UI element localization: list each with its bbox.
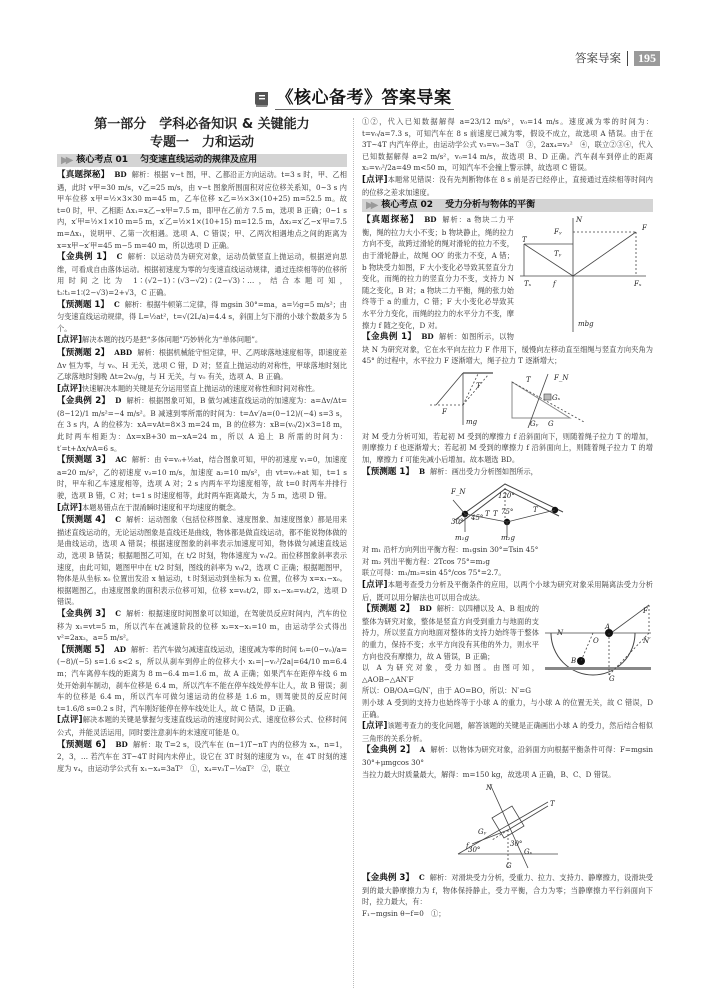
answer-choice: A — [419, 745, 426, 755]
figure-pair-example1 — [362, 370, 653, 428]
figure-label: 45° — [470, 514, 483, 523]
figure-label: F_N — [553, 373, 568, 382]
block-tag: 【真题探秘】 — [57, 170, 110, 180]
answer-choice: BD — [419, 604, 432, 614]
explanation-text: 对 M 受力分析可知，若起初 M 受到的摩擦力 f 沿斜面向下，则随着绳子拉力 T 的增加，则摩擦力 f 也逐渐增大；若起初 M 受到的摩擦力 f 沿斜面向上，则随着绳子拉力 T 的增加，摩擦力 f 可能先减小后增加。故本题选 BD。 — [362, 431, 653, 465]
explanation-text: 解析：根据 v−t 图，甲、乙都沿正方向运动。t=3 s 时，甲、乙相遇，此时 v甲=30 m/s，v乙=25 m/s，由 v−t 图象所围面积对应位移关系知，0~3 s 内甲车位移 x甲=½×3×30 m=45 m，乙车位移 x乙=½×3×(10+25) m=52.5 m。故 t=0 时，甲、乙相距 Δx₁=x乙−x甲=7.5 m，即甲在乙前方 7.5 m，选项 B 正确；0~1 s 内，x′甲=½×1×10 m=5 m，x′乙=½×1×(10+15) m=12.5 m，Δx₂=x′乙−x′甲=7.5 m=Δx₁，说明甲、乙第一次相遇。选项 A、C 错误；甲、乙两次相遇地点之间的距离为 x=x甲−x′甲=45 m−5 m=40 m，所以选项 D 正确。 — [57, 170, 347, 250]
block-tag: [点评] — [362, 580, 388, 591]
part-title: 第一部分 学科必备知识 & 关键能力 — [94, 117, 310, 132]
explanation-text: 解析：根据图象可知，B 做匀减速直线运动的加速度为：a=Δv/Δt=(8−12)/1 m/s²=−4 m/s²。B 减速到零所需的时间为：t=Δv′/a=(0−12)/(−4) s=3 s，在 3 s 内，A 的位移为：xA=vAt=8×3 m=24 m，B 的位移为：xB=(v₀/2)×3=18 m，此时两车相距为：Δx=xB+30 m−xA=24 m，所以 A 追上 B 所需的时间为：t′=t+Δx/vA=6 s。 — [57, 396, 347, 453]
figure-label: m₂g — [500, 534, 515, 543]
left-answer-blocks — [57, 169, 347, 774]
figure-label: N′ — [643, 637, 651, 646]
page-number: 195 — [634, 51, 660, 66]
block-tag: 【金典例 2】 — [57, 396, 111, 407]
answer-block — [57, 454, 347, 501]
answer-block — [57, 739, 347, 775]
figure-label: mg — [465, 417, 477, 426]
running-head — [575, 50, 660, 66]
block-tag: 【金典例 3】 — [362, 873, 415, 884]
figure-label: Gₓ — [523, 848, 532, 857]
block-tag: 【预测题 1】 — [57, 299, 110, 310]
figure-label: 30° — [467, 846, 480, 855]
right-answer-blocks — [362, 214, 653, 919]
answer-choice: D — [115, 396, 122, 406]
figure-label: G — [505, 862, 512, 871]
answer-block — [57, 644, 347, 715]
figure-label: 120° — [497, 492, 515, 501]
figure-label: B — [571, 657, 577, 666]
explanation-text: 解析：根据速度时间图象可以知道，在驾驶员反应时间内，汽车的位移为 x₁=vt=5 m，所以汽车在减速阶段的位移 x₂=x−x₁=10 m，由运动学公式得出 v²=2ax₂，a=5 m/s²。 — [57, 608, 347, 643]
explanation-text: 解析：如图所示，以物块 N 为研究对象，它在水平向左拉力 F 作用下，缓慢向左移动直至细绳与竖直方向夹角为 45° 的过程中，水平拉力 F 逐渐增大，绳子拉力 T 逐渐增大； — [362, 332, 653, 366]
book-title — [0, 83, 707, 113]
answer-choice: BD — [421, 332, 434, 342]
force-diagram-b-block — [518, 214, 653, 334]
left-column — [57, 116, 347, 774]
answer-block — [362, 579, 653, 603]
figure-label: T — [484, 510, 490, 519]
figure-label: Fᵧ — [554, 228, 562, 237]
explanation-text: 本题常见错误：没有先判断物体在 8 s 前是否已经停止，直接通过连续相等时间内的位移之差求加速度。 — [362, 174, 653, 197]
force-diagram-bowl-balls — [543, 603, 653, 683]
block-tag: 【预测题 5】 — [57, 644, 110, 655]
answer-choice: ABD — [114, 347, 133, 357]
explanation-text: 解析：若汽车做匀减速直线运动，速度减为零的时间 t₀=(0−v₀)/a=(−8)/(−5) s=1.6 s<2 s，所以从刹车到停止的位移大小 x₁=|−v₀²/2a|=64/10 m=6.4 m；汽车离停车线的距离为 8 m−6.4 m=1.6 m，故 A 正确；如果汽车在距停车线 6 m 处开始刹车制动，刹车位移是 6.4 m，所以汽车不能在停车线处停车让人，故 B 错误；刹车的位移是 6.4 m，所以汽车可做匀速运动的位移是 1.6 m，则驾驶员的反应时间 t=1.6/8 s=0.2 s 时，汽车刚好能停在停车线处让人，故 C 错误，D 正确。 — [57, 644, 347, 713]
block-tag: [点评] — [362, 174, 388, 185]
section-header-02 — [362, 199, 653, 212]
figure-label: 75° — [500, 508, 513, 517]
explanation-text: 解析：运动图象（包括位移图象、速度图象、加速度图象）都是用来描述直线运动的，无论运动图象是直线还是曲线，物体都是做直线运动，都不能说物体做的是曲线运动，选项 A 错误；根据速度图象的斜率表示加速度可知，物体做匀减速直线运动，选项 B 错误；根据题图乙可知，在 t/2 时刻，物体速度为 v₀/2。而位移图象斜率表示速度，由此可知，题图甲中在 t/2 时刻，图线的斜率为 v₀/2，选项 C 正确；根据题图甲，物体是从坐标 x₀ 位置出发沿 x 轴运动，t 时刻运动到坐标为 x₁ 位置，位移为 x=x₁−x₀。根据题图乙，由速度图象的面积表示位移可知，位移 x=v₀t/2，即 x₁−x₀=v₀t/2，选项 D 错误。 — [57, 515, 347, 607]
figure-label: N — [557, 629, 564, 638]
explanation-text: 联立可得：m₁/m₂=sin 45°/cos 75°=2.7。 — [362, 568, 506, 578]
block-tag: 【金典例 2】 — [362, 745, 415, 756]
section-header-01 — [57, 154, 347, 167]
explanation-text: 解决本题的关键是掌握匀变速直线运动的速度时间公式、速度位移公式、位移时间公式，并能灵活运用，同时要注意刹车的末速度可能是 0。 — [57, 715, 347, 737]
book-icon — [254, 91, 269, 108]
answer-choice: B — [418, 466, 426, 476]
explanation-text: 以 A 为研究对象，受力如图。由图可知，△AOB∽△AN′F — [362, 663, 539, 684]
answer-block — [362, 567, 653, 579]
right-column — [362, 116, 653, 920]
explanation-text: 解析：根据牛顿第二定律，得 mgsin 30°=ma，a=½g=5 m/s²；由匀变速直线运动规律，得 L=½at²，t=√(2L/a)=4.4 s，斜面上匀下滑的小球个数最多为 5 个。 — [57, 299, 347, 333]
block-tag: 【预测题 3】 — [57, 455, 111, 466]
section-title: 受力分析与物体的平衡 — [445, 199, 536, 210]
explanation-text: 当拉力最大时质量最大，解得：m=150 kg，故选项 A 正确，B、C、D 错误。 — [362, 769, 616, 779]
explanation-text: 解析：对滑块受力分析，受重力、拉力、支持力、静摩擦力，设滑块受到的最大静摩擦力为 f，物体保持静止，受力平衡，合力为零；当静摩擦力平行斜面向下时，拉力最大，有： — [362, 873, 653, 907]
block-tag: 【真题探秘】 — [362, 215, 420, 226]
block-tag: 【预测题 2】 — [362, 604, 415, 615]
block-tag: 【金典例 1】 — [57, 252, 112, 263]
answer-block — [57, 251, 347, 298]
section-number: 核心考点 02 — [381, 199, 434, 210]
explanation-text: F₁−mgsin θ−f=0 ①； — [362, 908, 446, 918]
answer-block — [57, 347, 347, 383]
answer-block — [57, 334, 347, 347]
answer-block — [57, 383, 347, 396]
figure-label: T — [525, 375, 531, 384]
answer-block — [57, 514, 347, 608]
explanation-text: 对 m₁ 沿杆方向列出平衡方程：m₁gsin 30°=Tsin 45° — [362, 545, 539, 555]
block-tag: [点评] — [57, 383, 83, 394]
answer-block — [57, 169, 347, 251]
answer-block — [362, 556, 653, 568]
answer-choice: C — [419, 873, 425, 883]
running-head-separator — [627, 51, 628, 66]
answer-choice: C — [115, 515, 121, 525]
force-diagram-block-incline-30 — [448, 782, 568, 870]
figure-label: T — [475, 381, 481, 390]
figure-label: F — [642, 224, 647, 233]
explanation-text: 解析：a 物块二力平衡，绳的拉力大小不变；b 物块静止，绳的拉力方向不变，故跨过滑轮的绳对滑轮的拉力不变，由于滑轮静止，故绳 OO′ 的张力不变，A 错；b 物块受力如图，F 大小变化必导致其竖直分力变化，而绳的拉力的竖直分力不变，支持力 N 随之变化，B 对；a 物块二力平衡，绳的张力始终等于 a 的重力，C 错；F 大小变化必导致其水平分力变化，而绳的拉力的水平分力不变，摩擦力 f 随之变化，D 对。 — [362, 215, 514, 330]
answer-choice: BD — [114, 170, 127, 179]
explanation-text: 解决本题的技巧是把“多体问题”巧妙转化为“单体问题”。 — [82, 335, 263, 345]
force-diagram-m-incline — [508, 370, 588, 428]
block-tag: 【预测题 1】 — [362, 466, 414, 477]
block-tag: 【预测题 4】 — [57, 515, 111, 526]
figure-label: T — [522, 236, 527, 245]
figure-label: F_N — [450, 488, 465, 497]
answer-block — [362, 174, 653, 198]
answer-block — [57, 714, 347, 738]
answer-choice: C — [114, 299, 120, 309]
answer-choice: C — [115, 608, 121, 618]
explanation-text: 本题易错点在于混淆瞬时速度和平均速度的概念。 — [82, 502, 241, 512]
figure-label: N — [485, 784, 492, 793]
answer-choice: AC — [115, 455, 127, 465]
section-title: 匀变速直线运动的规律及应用 — [140, 154, 258, 165]
answer-block — [57, 299, 347, 335]
explanation-text: 所以：OB/OA=G/N′，由于 AO=BO，所以：N′=G — [362, 686, 532, 696]
answer-block — [362, 908, 653, 920]
explanation-text: 解析：画出受力分析图如图所示， — [430, 466, 538, 476]
explanation-text: 快速解决本题的关键是充分运用竖直上抛运动的速度对称性和时间对称性。 — [82, 383, 320, 393]
answer-choice: C — [116, 252, 123, 262]
answer-block — [57, 608, 347, 644]
answer-choice: AD — [114, 644, 126, 654]
explanation-text: 解析：取 T=2 s，设汽车在 (n−1)T~nT 内的位移为 xₙ，n=1，2，3，… 若汽车在 3T~4T 时间内未停止，设它在 3T 时刻的速度为 v₃，在 4T 时刻的速度为 v₄，由运动学公式有 x₁−x₄=3aT² ①，x₄=v₃T−½aT² ②，联立 — [57, 739, 347, 773]
block-tag: 【金典例 3】 — [57, 608, 111, 619]
explanation-text: 则小球 A 受到的支持力也始终等于小球 A 的重力，与小球 A 的位置无关，故 C 错误，D 正确。 — [362, 697, 653, 719]
explanation-text: 该题考查力的变化问题，解答该题的关键是正确画出小球 A 的受力，然后结合相似三角形的关系分析。 — [362, 721, 653, 743]
answer-choice: BD — [115, 739, 128, 749]
explanation-text: ①②，代入已知数据解得 a=23/12 m/s²，v₀=14 m/s。速度减为零的时间为：t=v₀/a=7.3 s，可知汽车在 8 s 前速度已减为零，假设不成立，故选项 A 错误。由于在 3T~4T 内汽车停止，由运动学公式 v₃=v₀−3aT ③，2ax₄=v₃² ④，联立②③④，代入已知数据解得 a=2 m/s²，v₀=14 m/s，故选项 B、D 正确。汽车刹车到停止的距离 x₂=v₀²/2a=49 m<50 m，可知汽车不会撞上警示牌，故选项 C 错误。 — [362, 117, 653, 173]
figure-label: F — [643, 607, 648, 616]
section-number: 核心考点 01 — [76, 154, 129, 165]
block-tag: [点评] — [57, 335, 83, 346]
force-diagram-n-block — [428, 370, 498, 428]
block-tag: 【金典例 1】 — [362, 332, 417, 343]
column-divider — [353, 118, 354, 988]
figure-label: T — [492, 510, 498, 519]
explanation-text: 解析：以物体为研究对象，沿斜面方向根据平衡条件可得：F=mgsin 30°+μmgcos 30° — [362, 745, 653, 767]
block-tag: [点评] — [57, 502, 83, 513]
answer-block — [362, 744, 653, 768]
answer-block — [362, 331, 653, 367]
figure-label: Gᵧ — [529, 419, 538, 428]
figure-label: f — [553, 280, 556, 289]
answer-block — [57, 395, 347, 454]
figure-label: 30° — [509, 840, 522, 849]
figure-label: Gᵧ — [477, 828, 486, 837]
block-tag: 【预测题 6】 — [57, 739, 111, 750]
figure-label: Gₓ — [551, 393, 560, 402]
block-tag: 【预测题 2】 — [57, 347, 110, 358]
answer-block — [362, 431, 653, 466]
explanation-text: 解析：以运动员为研究对象，运动员做竖直上抛运动，根据逆向思维，可看成自由落体运动。根据初速度为零的匀变速直线运动规律，通过连续相等的位移所用时间之比为 1∶(√2−1)∶(√3−√2)∶(2−√3)∶…，结合本题可知，t₂∶t₁=1∶(2−√3)=2+√3，C 正确。 — [57, 252, 347, 297]
figure-label: T — [532, 506, 538, 515]
figure-label: A — [605, 623, 611, 632]
triangle-arrow-icon: ▶▶ — [366, 199, 376, 211]
answer-block — [362, 214, 653, 331]
answer-block — [362, 720, 653, 744]
explanation-text: 解析：根据机械能守恒定律，甲、乙两球落地速度相等，即速度差 Δv 恒为零，与 v₀、H 无关，选项 C 错，D 对；竖直上抛运动的对称性，甲球落地时刻比乙球落地时刻晚 Δt=2v₀/g，与 H 无关，与 v₀ 有关，选项 A、B 正确。 — [57, 347, 347, 382]
figure-label: T — [549, 800, 555, 809]
figure-label: F — [441, 407, 447, 416]
figure-label: 30° — [450, 518, 463, 527]
book-title-text: 《核心备考》答案导案 — [275, 83, 454, 110]
answer-block — [57, 502, 347, 515]
answer-block — [362, 697, 653, 720]
answer-block — [362, 769, 653, 781]
explanation-text: 对 m₂ 列出平衡方程：2Tcos 75°=m₂g — [362, 556, 490, 566]
force-diagram-two-balls-rod — [443, 480, 573, 542]
figure-label: G — [609, 675, 615, 684]
figure-label: O — [593, 637, 599, 646]
answer-block — [362, 116, 653, 174]
block-tag: [点评] — [57, 715, 83, 726]
answer-block — [362, 544, 653, 556]
triangle-arrow-icon: ▶▶ — [61, 154, 71, 166]
explanation-text: 本题考查受力分析及平衡条件的应用，以两个小球为研究对象采用隔离法受力分析后，既可以用分解法也可以用合成法。 — [362, 580, 653, 602]
block-tag: [点评] — [362, 721, 388, 732]
explanation-text: 解析：以四槽以及 A、B 组成的整体为研究对象，整体是竖直方向受到重力与地面的支持力，所以竖直方向地面对整体的支持力始终等于整体的重力，保持不变；水平方向没有其他的外力，则水平方向也没有摩擦力，故 A 错误，B 正确； — [362, 604, 539, 661]
running-title: 答案导案 — [575, 51, 621, 65]
answer-block — [362, 685, 653, 697]
figure-label: Tₓ — [524, 280, 532, 289]
answer-block — [362, 466, 653, 479]
right-top-blocks — [362, 116, 653, 198]
topic-title: 专题一 力和运动 — [149, 135, 254, 150]
figure-label: Fₓ — [634, 280, 642, 289]
answer-choice: BD — [424, 215, 437, 225]
figure-label: Tᵧ — [554, 250, 562, 259]
figure-label: N — [576, 216, 583, 225]
figure-label: G — [547, 419, 554, 428]
figure-label: mbg — [578, 320, 594, 329]
figure-label: f — [465, 842, 469, 851]
answer-block — [362, 872, 653, 908]
figure-label: m₁g — [454, 534, 469, 543]
explanation-text: 解析：由 v̄=v₀+½at，结合图象可知，甲的初速度 v₁=0，加速度 a=20 m/s²，乙的初速度 v₂=10 m/s，加速度 a₂=10 m/s²，由 vt=v₀+at 知，t=1 s 时，甲车和乙车速度相等，选项 A 对；2 s 内两车平均速度相等，故 t=0 时两车并排行驶，选项 B 错，C 对；t=1 s 时速度相等，此时两车距离最大，为 5 m，选项 D 错。 — [57, 455, 347, 501]
